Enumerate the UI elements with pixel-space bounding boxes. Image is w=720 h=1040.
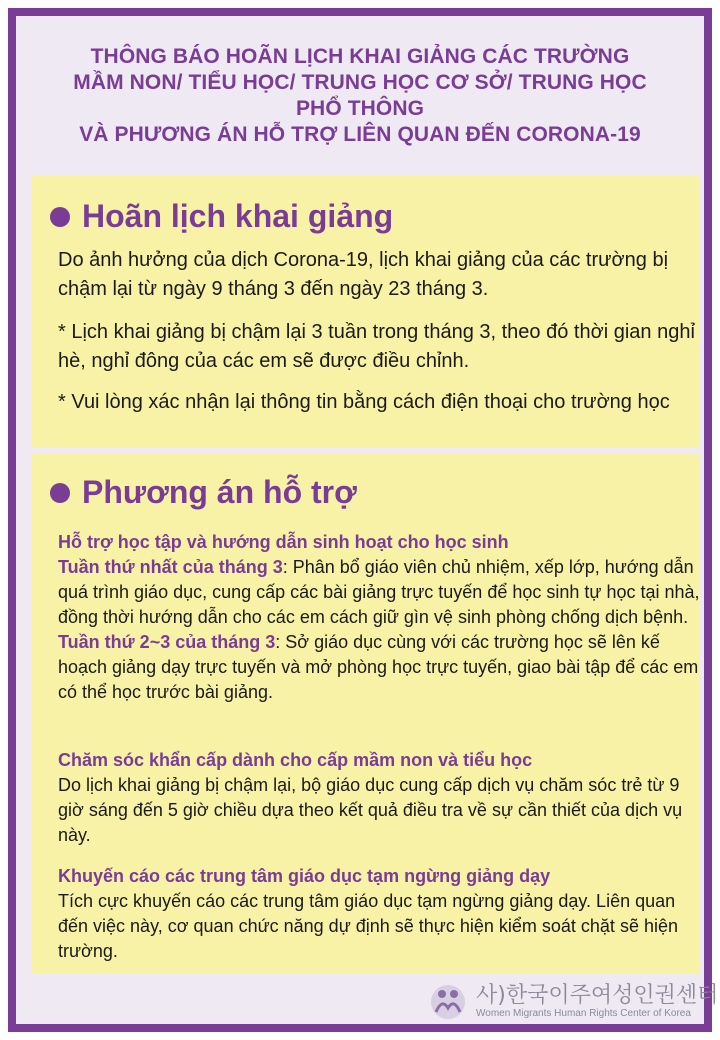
section-heading-text: Hoãn lịch khai giảng: [82, 198, 394, 234]
organization-name-korean: 사)한국이주여성인권센터: [476, 983, 719, 1008]
support-block-learning: [58, 530, 708, 705]
postponement-section: [32, 176, 700, 448]
block-title: Hỗ trợ học tập và hướng dẫn sinh hoạt cho học sinh: [58, 532, 509, 552]
support-block-care: [58, 748, 708, 848]
paragraph: * Lịch khai giảng bị chậm lại 3 tuần trong tháng 3, theo đó thời gian nghỉ hè, nghỉ đông của các em sẽ được điều chỉnh.: [58, 321, 695, 372]
organization-name-english: Women Migrants Human Rights Center of Korea: [476, 1008, 691, 1019]
block-title: Chăm sóc khẩn cấp dành cho cấp mầm non và tiểu học: [58, 750, 533, 770]
week-label: Tuần thứ nhất của tháng 3: [58, 557, 283, 577]
block-text: : Phân bổ giáo viên chủ nhiệm, xếp lớp, hướng dẫn quá trình giáo dục, cung cấp các bài giảng trực tuyến để học sinh tự học tại nhà, đồng thời hướng dẫn cho các em cách giữ gìn vệ sinh phòng chống dịch bệnh.: [58, 557, 700, 627]
bullet-icon: [50, 483, 70, 503]
block-text: Do lịch khai giảng bị chậm lại, bộ giáo dục cung cấp dịch vụ chăm sóc trẻ từ 9 giờ sáng đến 5 giờ chiều dựa theo kết quả điều tra về sự cần thiết của dịch vụ này.: [58, 775, 683, 845]
week-label: Tuần thứ 2~3 của tháng 3: [58, 632, 276, 652]
block-text: Tích cực khuyến cáo các trung tâm giáo dục tạm ngừng giảng dạy. Liên quan đến việc này, cơ quan chức năng dự định sẽ thực hiện kiểm soát chặt sẽ hiện trường.: [58, 891, 678, 961]
organization-logo: [426, 982, 718, 1022]
block-title: Khuyến cáo các trung tâm giáo dục tạm ngừng giảng dạy: [58, 866, 551, 886]
section-heading: [50, 198, 393, 235]
support-section: [32, 454, 700, 974]
page-title: [16, 44, 704, 148]
paragraph: Do ảnh hưởng của dịch Corona-19, lịch khai giảng của các trường bị chậm lại từ ngày 9 tháng 3 đến ngày 23 tháng 3.: [58, 249, 669, 300]
bullet-icon: [50, 207, 70, 227]
support-block-academies: [58, 864, 708, 964]
section-heading: [50, 474, 357, 511]
organization-emblem-icon: [426, 982, 470, 1022]
title-line: THÔNG BÁO HOÃN LỊCH KHAI GIẢNG CÁC TRƯỜNG: [90, 45, 630, 68]
block-text: : Sở giáo dục cùng với các trường học sẽ lên kế hoạch giảng dạy trực tuyến và mở phòng học trực tuyến, giao bài tập để các em có thể học trước bài giảng.: [58, 632, 699, 702]
poster-frame: [8, 8, 719, 1032]
paragraph: * Vui lòng xác nhận lại thông tin bằng cách điện thoại cho trường học: [58, 391, 670, 413]
block-paragraph: [58, 555, 708, 630]
block-paragraph: [58, 630, 708, 705]
title-line: PHỔ THÔNG: [295, 97, 425, 120]
title-line: VÀ PHƯƠNG ÁN HỖ TRỢ LIÊN QUAN ĐẾN CORONA-19: [79, 123, 641, 146]
title-line: MẦM NON/ TIỂU HỌC/ TRUNG HỌC CƠ SỞ/ TRUNG HỌC: [73, 71, 647, 94]
section-heading-text: Phương án hỗ trợ: [82, 474, 357, 510]
